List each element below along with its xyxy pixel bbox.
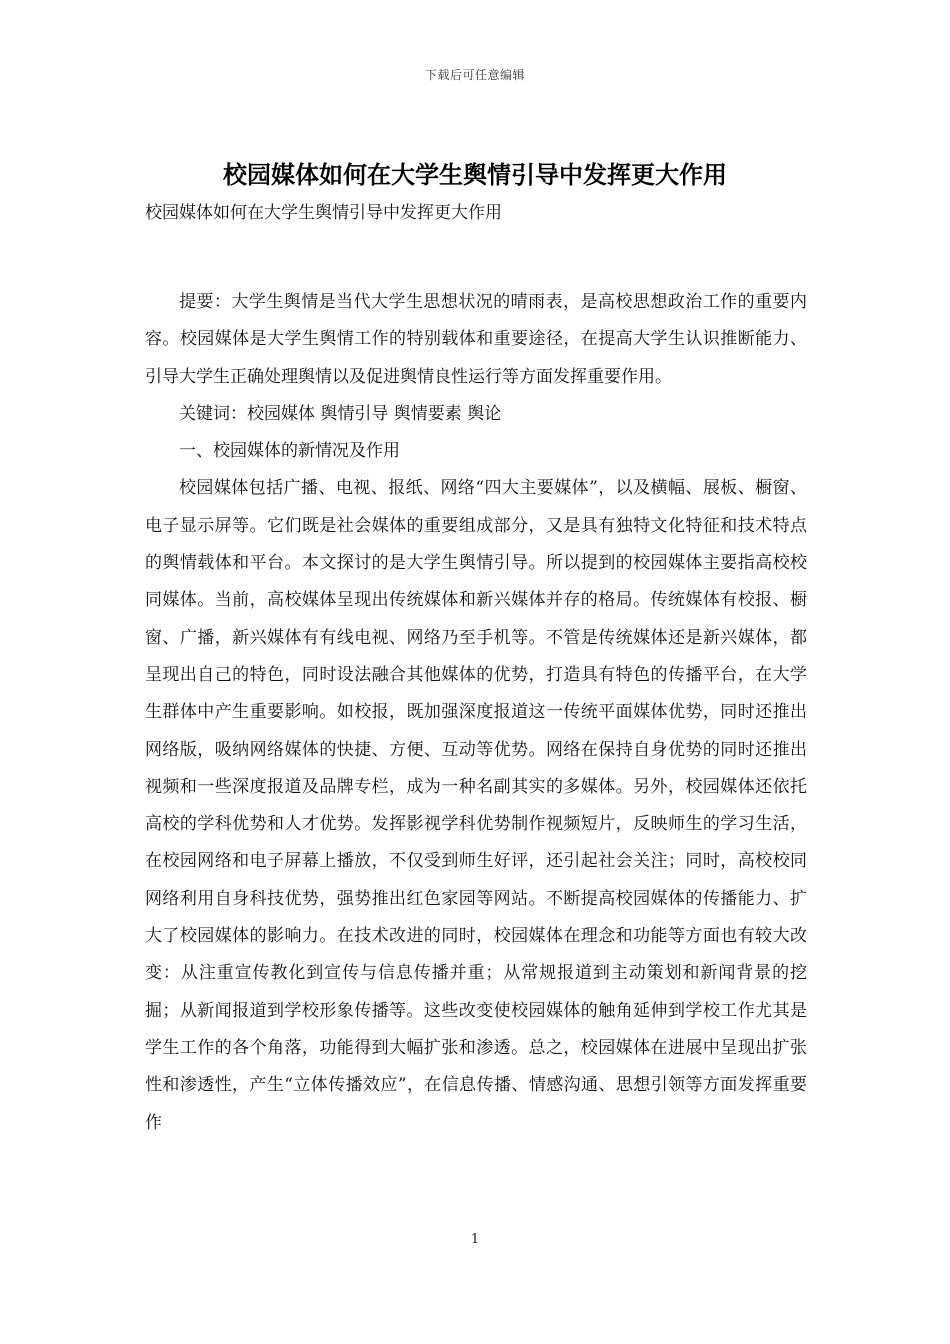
section-heading: 一、校园媒体的新情况及作用	[179, 441, 400, 462]
document-body	[145, 198, 807, 1142]
abstract-paragraph: 提要：大学生舆情是当代大学生思想状况的晴雨表，是高校思想政治工作的重要内容。校园媒体是大学生舆情工作的特别载体和重要途径，在提高大学生认识推断能力、引导大学生正确处理舆情以及促进舆情良性运行等方面发挥重要作用。	[145, 292, 807, 387]
spacer	[145, 228, 807, 284]
document-subtitle: 校园媒体如何在大学生舆情引导中发挥更大作用	[145, 203, 502, 223]
header-note: 下载后可任意编辑	[424, 68, 525, 82]
page-number: 1	[470, 1232, 480, 1247]
keywords-paragraph: 关键词：校园媒体 舆情引导 舆情要素 舆论	[179, 403, 502, 424]
body-paragraph: 校园媒体包括广播、电视、报纸、网络“四大主要媒体”，以及横幅、展板、橱窗、电子显示屏等。它们既是社会媒体的重要组成部分，又是具有独特文化特征和技术特点的舆情载体和平台。本文探讨的是大学生舆情引导。所以提到的校园媒体主要指高校校同媒体。当前，高校媒体呈现出传统媒体和新兴媒体并存的格局。传统媒体有校报、橱窗、广播，新兴媒体有有线电视、网络乃至手机等。不管是传统媒体还是新兴媒体，都呈现出自己的特色，同时设法融合其他媒体的优势，打造具有特色的传播平台，在大学生群体中产生重要影响。如校报，既加强深度报道这一传统平面媒体优势，同时还推出网络版，吸纳网络媒体的快捷、方便、互动等优势。网络在保持自身优势的同时还推出视频和一些深度报道及品牌专栏，成为一种名副其实的多媒体。另外，校园媒体还依托高校的学科优势和人才优势。发挥影视学科优势制作视频短片，反映师生的学习生活，在校园网络和电子屏幕上播放，不仅受到师生好评，还引起社会关注；同时，高校校同网络利用自身科技优势，强势推出红色家园等网站。不断提高校园媒体的传播能力、扩大了校园媒体的影响力。在技术改进的同时，校园媒体在理念和功能等方面也有较大改变：从注重宣传教化到宣传与信息传播并重；从常规报道到主动策划和新闻背景的挖掘；从新闻报道到学校形象传播等。这些改变使校园媒体的触角延伸到学校工作尤其是学生工作的各个角落，功能得到大幅扩张和渗透。总之，校园媒体在进展中呈现出扩张性和渗透性，产生“立体传播效应”，在信息传播、情感沟通、思想引领等方面发挥重要作	[145, 478, 807, 1133]
document-title: 校园媒体如何在大学生舆情引导中发挥更大作用	[223, 160, 727, 189]
